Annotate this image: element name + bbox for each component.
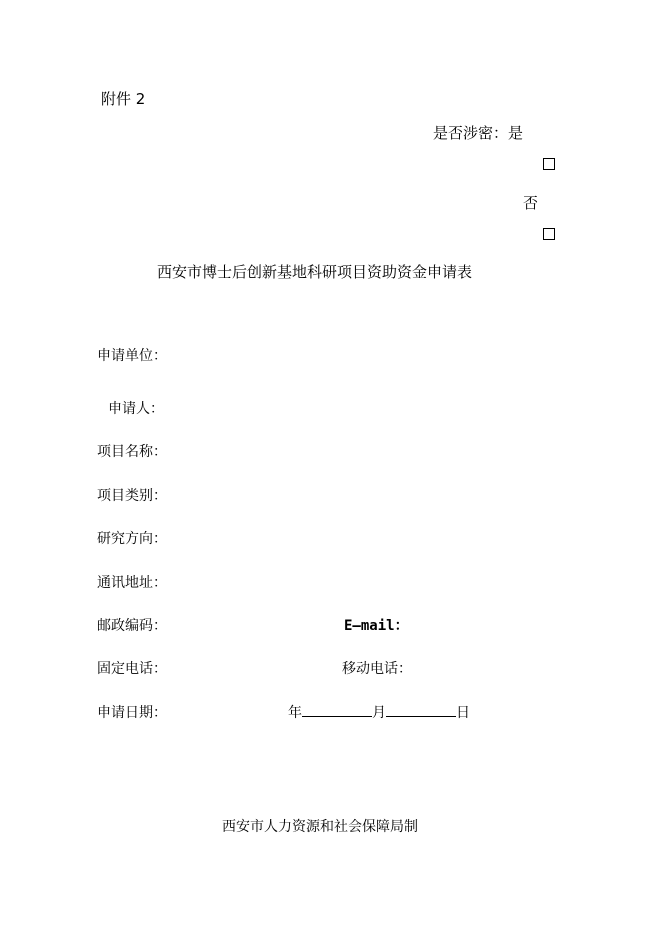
document-title: 西安市博士后创新基地科研项目资助资金申请表 bbox=[157, 263, 473, 281]
field-mobile-label: 移动电话： bbox=[342, 661, 412, 677]
field-applicant-label: 申请人： bbox=[108, 401, 164, 417]
date-year-label: 年 bbox=[288, 705, 302, 721]
attachment-label: 附件 2 bbox=[101, 90, 146, 108]
field-email-label: E—mail： bbox=[344, 618, 409, 634]
field-project-category-label: 项目类别： bbox=[97, 488, 167, 504]
date-year-blank[interactable] bbox=[302, 702, 372, 717]
secret-question: 是否涉密：是 bbox=[433, 124, 524, 142]
field-apply-date-label: 申请日期： bbox=[97, 705, 167, 721]
field-unit-label: 申请单位： bbox=[97, 348, 167, 364]
field-research-direction-label: 研究方向： bbox=[97, 531, 167, 547]
date-day-label: 日 bbox=[456, 705, 470, 721]
checkbox-yes[interactable] bbox=[543, 158, 555, 170]
field-postcode-label: 邮政编码： bbox=[97, 618, 167, 634]
date-month-blank[interactable] bbox=[386, 702, 456, 717]
issuer-footer: 西安市人力资源和社会保障局制 bbox=[222, 819, 418, 835]
checkbox-no[interactable] bbox=[543, 228, 555, 240]
field-project-name-label: 项目名称： bbox=[97, 444, 167, 460]
field-address-label: 通讯地址： bbox=[97, 575, 167, 591]
apply-date bbox=[288, 702, 470, 722]
field-phone-label: 固定电话： bbox=[97, 661, 167, 677]
option-no-label: 否 bbox=[523, 194, 539, 212]
date-month-label: 月 bbox=[372, 705, 386, 721]
